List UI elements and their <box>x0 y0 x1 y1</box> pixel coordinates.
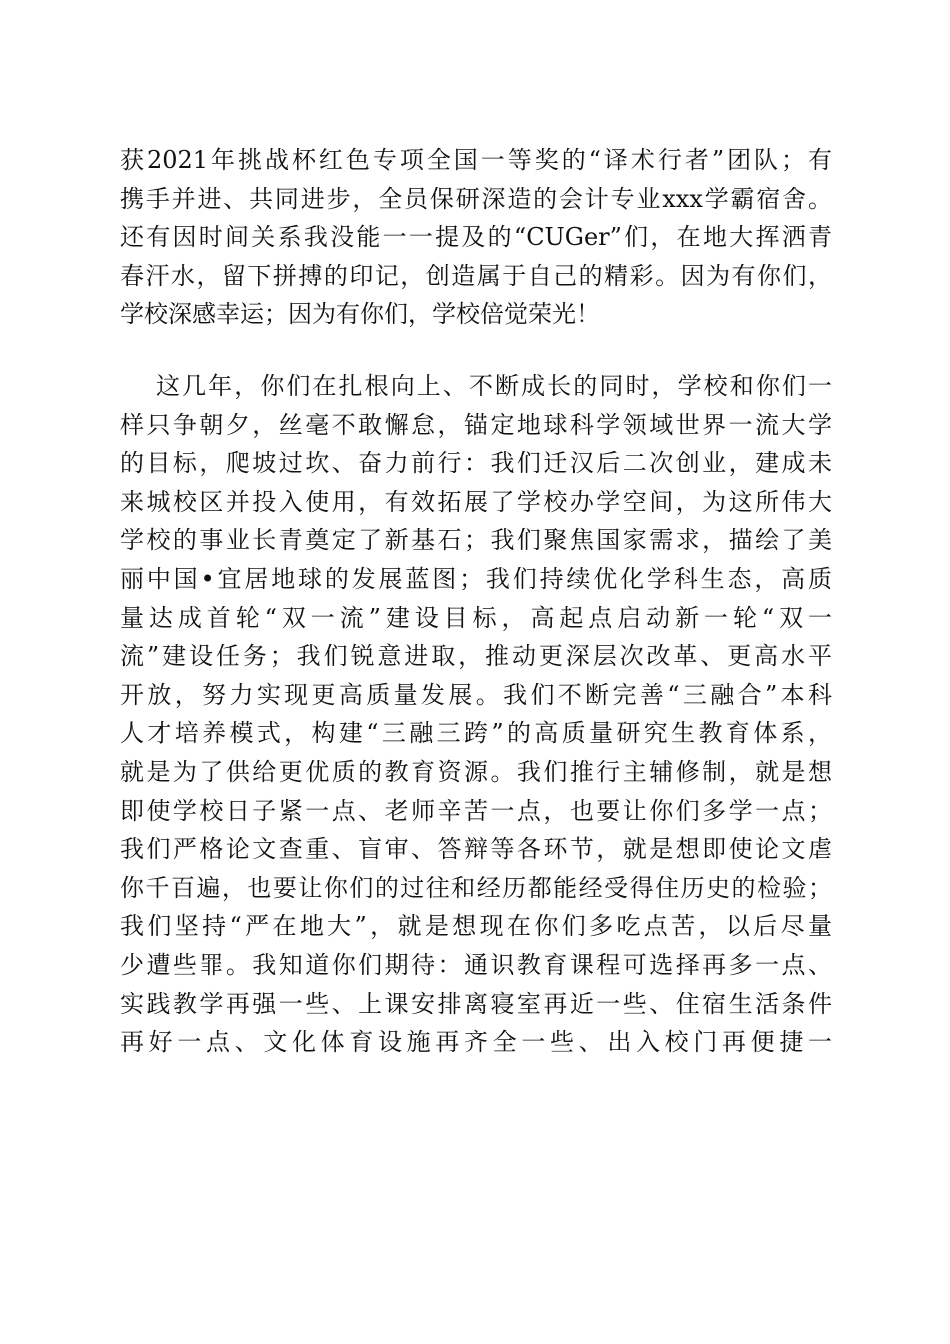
paragraph-2-line: 人才培养模式，构建“三融三跨”的高质量研究生教育体系， <box>120 719 832 748</box>
paragraph-2-line: 学校的事业长青奠定了新基石；我们聚焦国家需求，描绘了美 <box>120 526 832 555</box>
paragraph-1-line: 获2021年挑战杯红色专项全国一等奖的“译术行者”团队；有 <box>120 146 832 174</box>
paragraph-2-line: 的目标，爬坡过坎、奋力前行：我们迁汉后二次创业，建成未 <box>120 449 832 478</box>
paragraph-2-line: 实践教学再强一些、上课安排离寝室再近一些、住宿生活条件 <box>120 989 832 1018</box>
paragraph-2 <box>120 367 832 1062</box>
paragraph-2-line: 丽中国•宜居地球的发展蓝图；我们持续优化学科生态，高质 <box>120 564 832 593</box>
paragraph-2-line: 你千百遍，也要让你们的过往和经历都能经受得住历史的检验； <box>120 873 832 902</box>
paragraph-2-line: 就是为了供给更优质的教育资源。我们推行主辅修制，就是想 <box>120 757 832 786</box>
paragraph-2-line: 再好一点、文化体育设施再齐全一些、出入校门再便捷一 <box>120 1028 832 1057</box>
paragraph-1-line: 春汗水，留下拼搏的印记，创造属于自己的精彩。因为有你们， <box>120 261 832 290</box>
paragraph-2-line: 我们坚持“严在地大”，就是想现在你们多吃点苦，以后尽量 <box>120 912 832 941</box>
paragraph-2-line: 我们严格论文查重、盲审、答辩等各环节，就是想即使论文虐 <box>120 835 832 864</box>
paragraph-2-line: 开放，努力实现更高质量发展。我们不断完善“三融合”本科 <box>120 680 832 709</box>
paragraph-2-line: 量达成首轮“双一流”建设目标，高起点启动新一轮“双一 <box>120 603 832 632</box>
paragraph-1 <box>120 141 832 334</box>
paragraph-2-line-first: 这几年，你们在扎根向上、不断成长的同时，学校和你们一 <box>156 372 832 400</box>
paragraph-1-line: 携手并进、共同进步，全员保研深造的会计专业xxx学霸宿舍。 <box>120 184 832 213</box>
paragraph-2-line: 流”建设任务；我们锐意进取，推动更深层次改革、更高水平 <box>120 642 832 671</box>
paragraph-2-line: 样只争朝夕，丝毫不敢懈怠，锚定地球科学领域世界一流大学 <box>120 410 832 439</box>
paragraph-1-line-last: 学校深感幸运；因为有你们，学校倍觉荣光！ <box>120 300 600 329</box>
paragraph-2-line: 来城校区并投入使用，有效拓展了学校办学空间，为这所伟大 <box>120 487 832 516</box>
paragraph-2-line: 少遭些罪。我知道你们期待：通识教育课程可选择再多一点、 <box>120 950 832 979</box>
paragraph-2-line: 即使学校日子紧一点、老师辛苦一点，也要让你们多学一点； <box>120 796 832 825</box>
paragraph-1-line: 还有因时间关系我没能一一提及的“CUGer”们，在地大挥洒青 <box>120 223 832 252</box>
